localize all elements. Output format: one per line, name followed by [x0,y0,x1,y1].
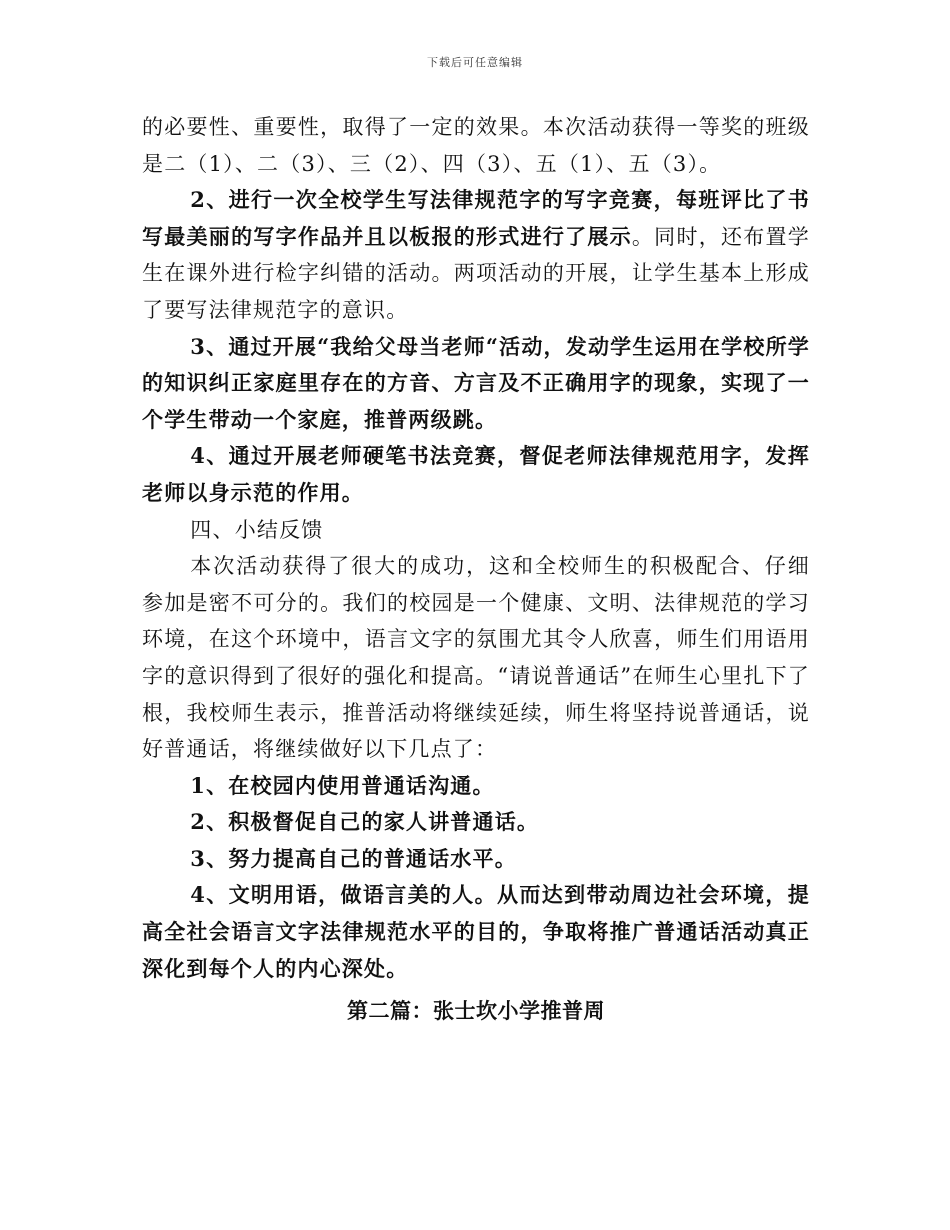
writing-competition-text: 。同时，还布置学生在课外进行检字纠错的活动。两项活动的开展，让学生基本上形成了要写法律规范字的意识。 [142,224,810,322]
writing-competition-bold-text: 2、进行一次全校学生写法律规范字的写字竞赛，每班评比了书写最美丽的写字作品并且以板报的形式进行了展示 [142,187,810,249]
paragraph-teacher-calligraphy: 4、通过开展老师硬笔书法竞赛，督促老师法律规范用字，发挥老师以身示范的作用。 [142,443,810,505]
list-item-2: 2、积极督促自己的家人讲普通话。 [190,809,540,835]
paragraph-parent-teacher-activity: 3、通过开展“我给父母当老师“活动，发动学生运用在学校所学的知识纠正家庭里存在的方音、方言及不正确用字的现象，实现了一个学生带动一个家庭，推普两级跳。 [142,333,810,432]
list-item-1: 1、在校园内使用普通话沟通。 [190,772,495,798]
paragraph-summary: 本次活动获得了很大的成功，这和全校师生的积极配合、仔细参加是密不可分的。我们的校园是一个健康、文明、法律规范的学习环境，在这个环境中，语言文字的氛围尤其令人欣喜，师生们用语用字的意识得到了很好的强化和提高。“请说普通话”在师生心里扎下了根，我校师生表示，推普活动将继续延续，师生将坚持说普通话，说好普通话，将继续做好以下几点了： [142,554,810,762]
page-header: 下载后可任意编辑 [427,56,523,69]
list-item-3: 3、努力提高自己的普通话水平。 [190,845,517,871]
heading-summary-feedback: 四、小结反馈 [190,517,324,542]
paragraph-activity-result: 的必要性、重要性，取得了一定的效果。本次活动获得一等奖的班级是二（1）、二（3）、三（2）、四（3）、五（1）、五（3）。 [142,115,810,176]
list-item-4: 4、文明用语，做语言美的人。从而达到带动周边社会环境，提高全社会语言文字法律规范水平的目的，争取将推广普通话活动真正深化到每个人的内心深处。 [142,882,810,981]
section-two-title: 第二篇：张士坎小学推普周 [347,999,605,1024]
paragraph-writing-competition [142,182,810,328]
document-body [142,109,810,1030]
